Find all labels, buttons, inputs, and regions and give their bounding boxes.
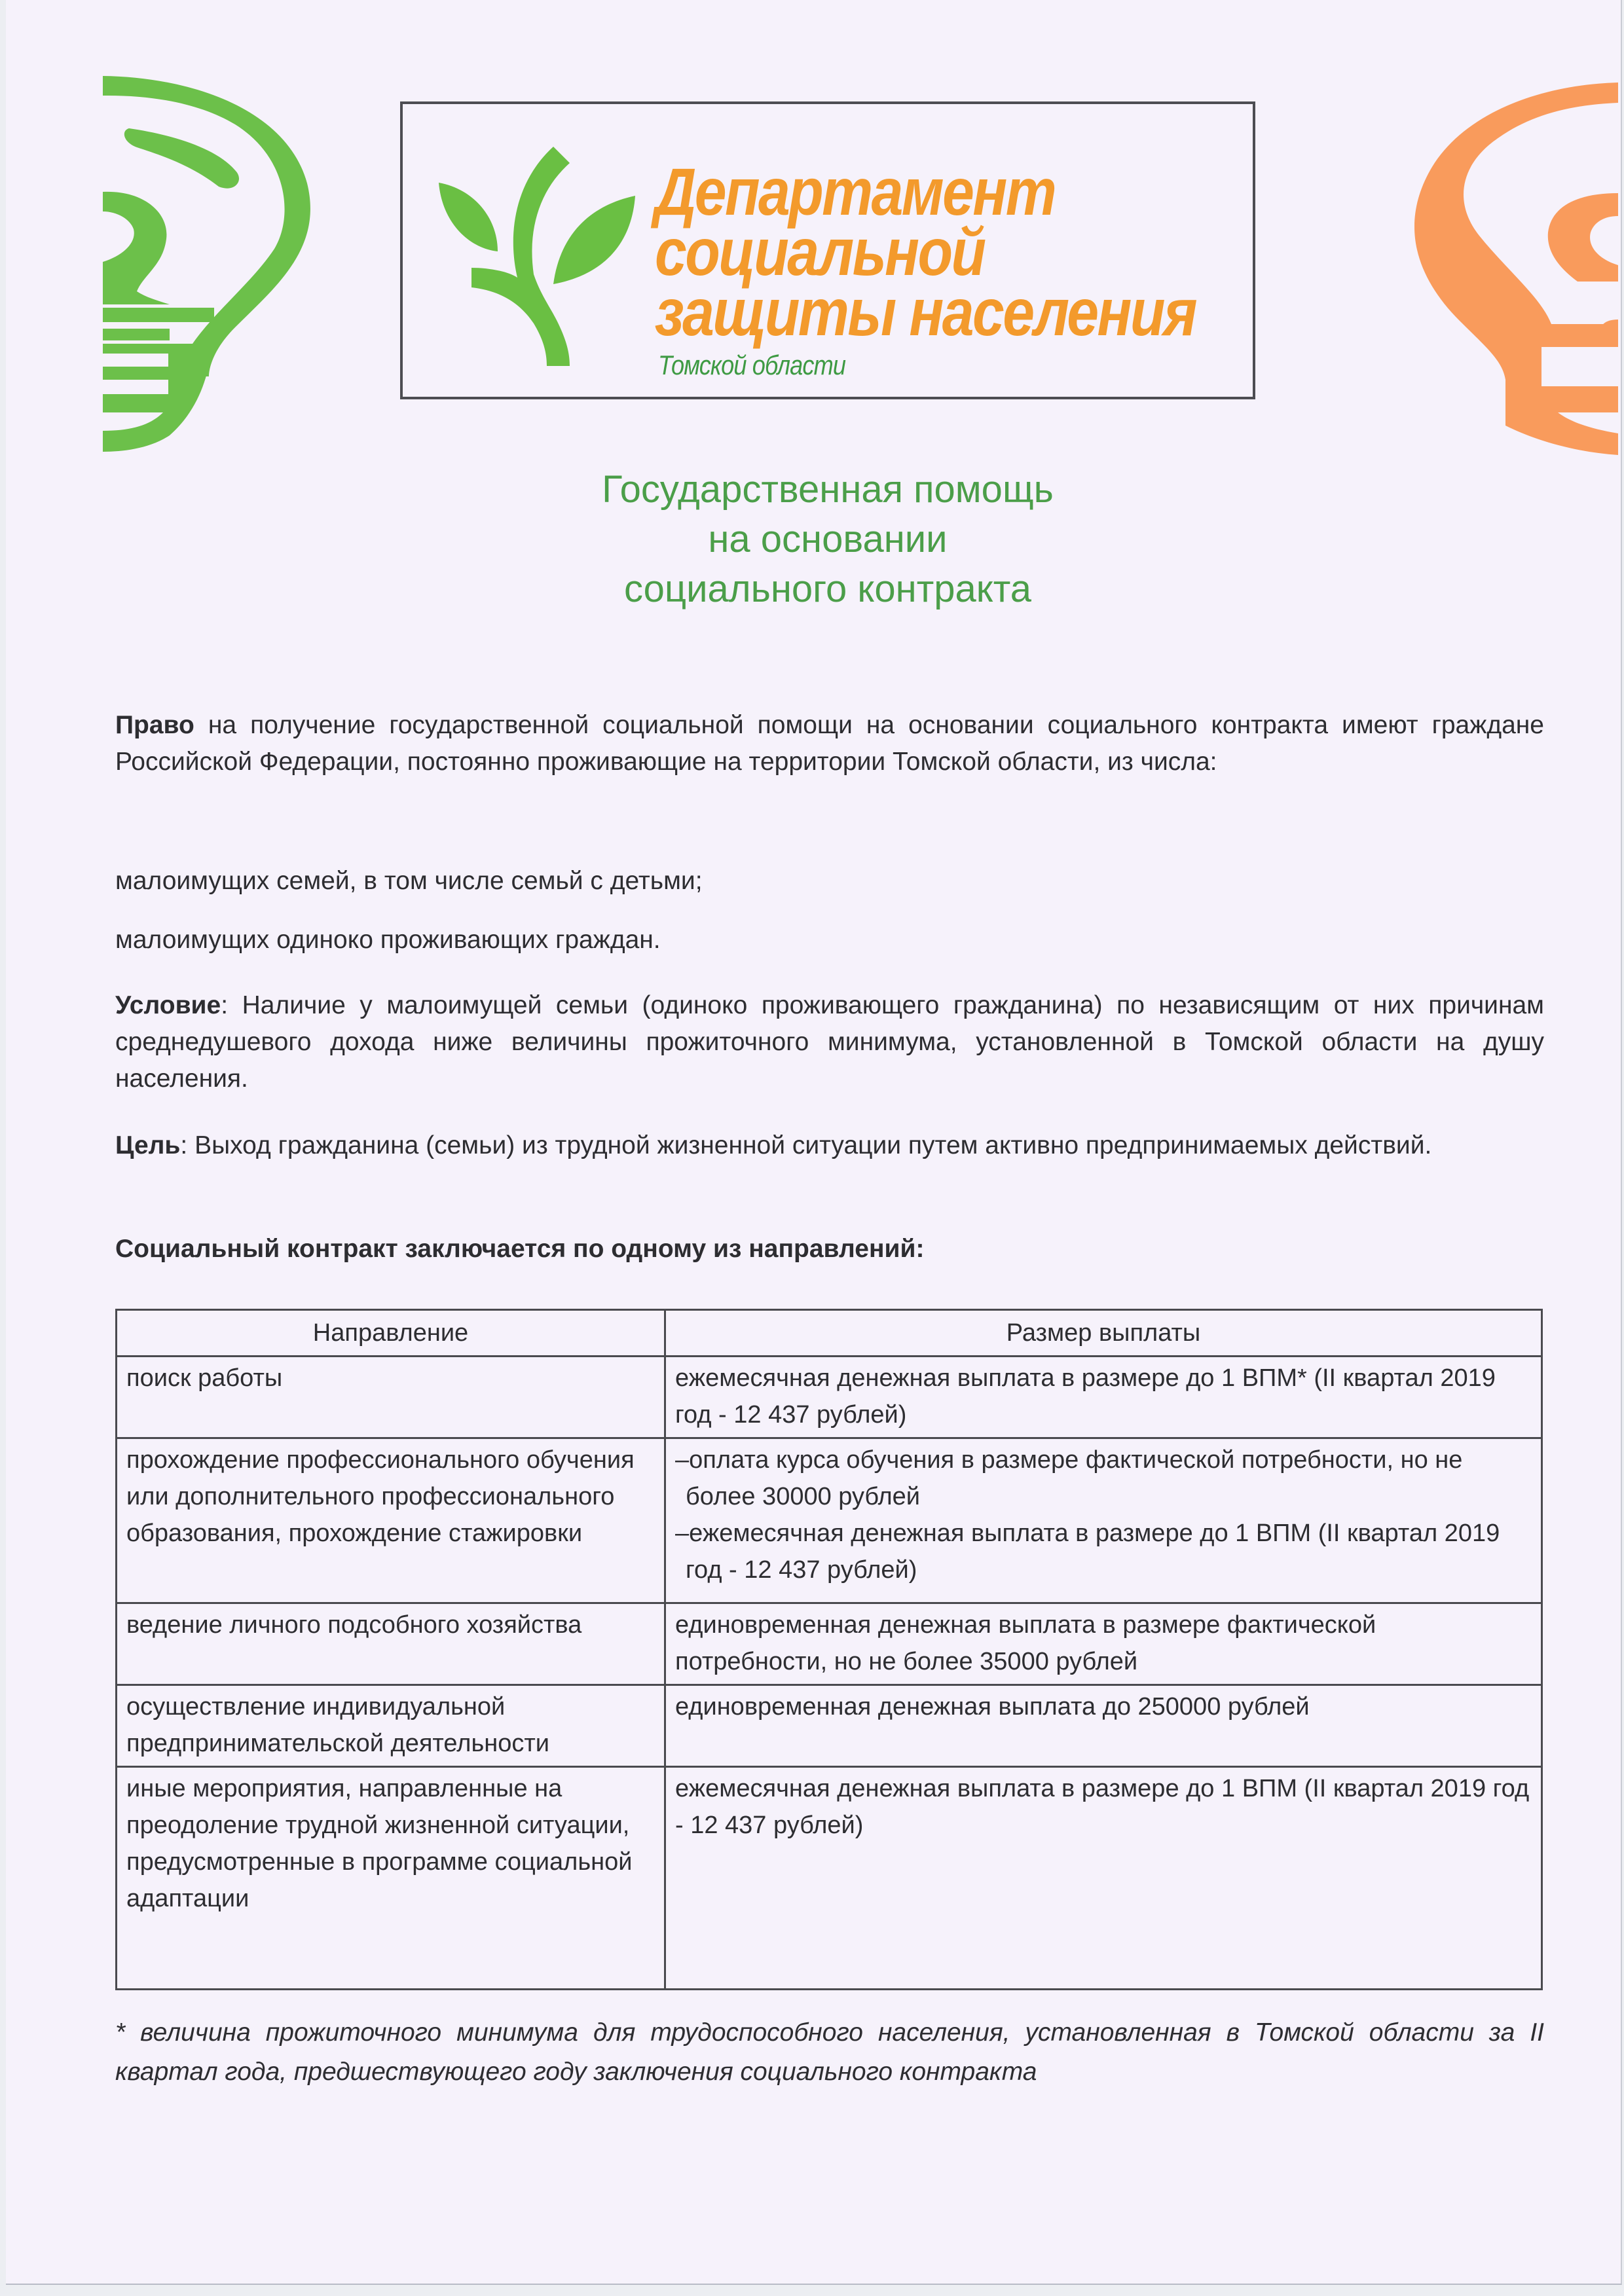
payment-cell — [665, 1357, 1542, 1438]
direction-cell: ведение личного подсобного хозяйства — [117, 1603, 665, 1685]
condition-label: Условие — [115, 991, 221, 1019]
condition-paragraph — [115, 987, 1544, 1097]
lightbulb-right-icon — [1401, 72, 1623, 661]
title-line: на основании — [708, 518, 948, 560]
logo-title-line: социальной — [655, 215, 985, 289]
goal-paragraph — [115, 1127, 1544, 1164]
title-line: Государственная помощь — [602, 468, 1054, 511]
table-row — [117, 1767, 1542, 1990]
payment-cell — [665, 1603, 1542, 1685]
condition-text: : Наличие у малоимущей семьи (одиноко проживающего гражданина) по независящим от них причинам среднедушевого дохода ниже величины прожиточного минимума, установленной в Томской области на душу населения. — [115, 991, 1544, 1093]
sprout-icon — [435, 143, 645, 366]
payment-list-item: –оплата курса обучения в размере фактической потребности, но не более 30000 рублей — [675, 1446, 1463, 1510]
payment-cell — [665, 1685, 1542, 1767]
directions-table — [115, 1309, 1543, 1990]
payment-cell — [665, 1767, 1542, 1990]
payment-text: единовременная денежная выплата до 250000 рублей — [675, 1693, 1310, 1721]
logo-title-line: Департамент — [655, 155, 1056, 229]
lightbulb-left-icon — [98, 72, 320, 661]
eligibility-label: Право — [115, 711, 194, 739]
column-header-direction: Направление — [117, 1310, 665, 1357]
table-header-row — [117, 1310, 1542, 1357]
logo-subtitle: Томской области — [658, 350, 846, 380]
document-title — [399, 465, 1257, 614]
eligibility-text: на получение государственной социальной помощи на основании социального контракта имеют граждане Российской Федерации, постоянно проживающие на территории Томской области, из числа: — [115, 711, 1544, 776]
direction-cell: иные мероприятия, направленные на преодоление трудной жизненной ситуации, предусмотренные в программе социальной адаптации — [117, 1767, 665, 1990]
department-logo — [400, 101, 1255, 399]
payment-text: ежемесячная денежная выплата в размере до 1 ВПМ (II квартал 2019 год - 12 437 рублей) — [675, 1775, 1530, 1839]
title-line: социального контракта — [624, 568, 1031, 610]
logo-title-line: защиты населения — [655, 275, 1196, 350]
table-row — [117, 1438, 1542, 1603]
table-row — [117, 1685, 1542, 1767]
footnote: * величина прожиточного минимума для трудоспособного населения, установленная в Томской области за II квартал года, предшествующего году заключения социального контракта — [115, 2018, 1544, 2086]
payment-cell — [665, 1438, 1542, 1603]
payment-list-item: –ежемесячная денежная выплата в размере до 1 ВПМ (II квартал 2019 год - 12 437 рублей) — [675, 1520, 1500, 1584]
column-header-payment: Размер выплаты — [665, 1310, 1542, 1357]
eligible-group-item: малоимущих одиноко проживающих граждан. — [115, 926, 661, 954]
goal-text: : Выход гражданина (семьи) из трудной жизненной ситуации путем активно предпринимаемых действий. — [180, 1131, 1432, 1159]
eligible-group-item: малоимущих семей, в том числе семьй с детьми; — [115, 867, 703, 895]
table-row — [117, 1357, 1542, 1438]
direction-cell: прохождение профессионального обучения или дополнительного профессионального образования, прохождение стажировки — [117, 1438, 665, 1603]
payment-text: ежемесячная денежная выплата в размере до 1 ВПМ* (II квартал 2019 год - 12 437 рублей) — [675, 1364, 1496, 1429]
document-page — [6, 0, 1622, 2285]
table-row — [117, 1603, 1542, 1685]
logo-title — [655, 155, 1196, 350]
table-heading: Социальный контракт заключается по одному из направлений: — [115, 1235, 925, 1263]
eligibility-paragraph — [115, 707, 1544, 780]
direction-cell: поиск работы — [117, 1357, 665, 1438]
goal-label: Цель — [115, 1131, 181, 1159]
direction-cell: осуществление индивидуальной предпринимательской деятельности — [117, 1685, 665, 1767]
payment-text: единовременная денежная выплата в размере фактической потребности, но не более 35000 рублей — [675, 1611, 1376, 1675]
